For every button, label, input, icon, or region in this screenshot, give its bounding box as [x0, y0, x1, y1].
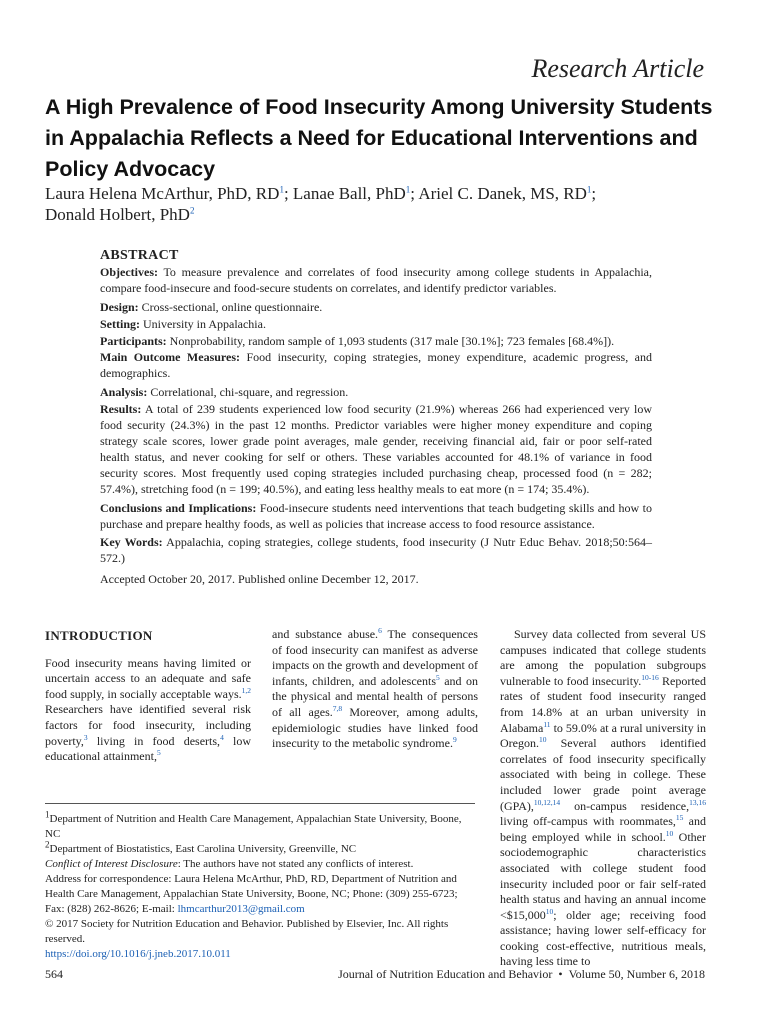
- abstract-section: [100, 300, 652, 316]
- email-link[interactable]: lhmcarthur2013@gmail.com: [177, 903, 305, 915]
- footnote-divider: [45, 803, 475, 804]
- abstract-section-label: Setting:: [100, 316, 140, 331]
- citation-ref[interactable]: 6: [378, 626, 382, 635]
- abstract-heading: ABSTRACT: [100, 248, 179, 263]
- affiliation-1: $^1$Department of Nutrition and Health Care Management, Appalachian State University, Boone, NC: [45, 809, 462, 840]
- author-separator: ;: [410, 184, 419, 203]
- journal-info: [338, 967, 705, 982]
- abstract-section-label: Conclusions and Implications:: [100, 500, 257, 515]
- abstract-section-text: University in Appalachia.: [143, 316, 266, 331]
- author-affiliation-sup[interactable]: 1: [279, 184, 284, 195]
- author-name[interactable]: Lanae Ball, PhD: [292, 184, 406, 203]
- author-separator: ;: [283, 184, 293, 203]
- abstract-section-text: Food-insecure students need interventions that teach budgeting skills and how to purchase and prepare healthy foods, as well as policies that increase access to food resource assistance.: [100, 500, 653, 531]
- doi-link[interactable]: https://doi.org/10.1016/j.jneb.2017.10.011: [45, 948, 231, 960]
- abstract-section-label: Key Words:: [100, 535, 163, 550]
- citation-ref[interactable]: 10: [545, 906, 554, 916]
- abstract-section: [100, 265, 652, 297]
- body-paragraph: Food insecurity means having limited or uncertain access to an adequate and safe food supply, in socially acceptable ways.$^{1,2}$ Researchers have identified several risk factors for food insecurity, including poverty,$^3$ living in food deserts,$^4$ low educational attainment,$^5$: [45, 655, 252, 764]
- body-column-3: [500, 627, 706, 970]
- abstract-section-text: Correlational, chi-square, and regression.: [150, 385, 349, 400]
- abstract-section: [100, 501, 652, 533]
- author-name[interactable]: Ariel C. Danek, MS, RD: [418, 184, 587, 203]
- citation-ref[interactable]: 10: [665, 828, 674, 838]
- citation-ref[interactable]: 9: [452, 735, 457, 745]
- citation-ref[interactable]: 10-16: [641, 672, 659, 682]
- intro-heading: INTRODUCTION: [45, 628, 153, 643]
- author-affiliation-sup[interactable]: 1: [586, 184, 592, 195]
- abstract-section-text: Appalachia, coping strategies, college students, food insecurity (J Nutr Educ Behav. 2018;50:564–572.): [100, 535, 652, 566]
- author-name[interactable]: Laura Helena McArthur, PhD, RD: [45, 184, 280, 203]
- abstract-section-text: To measure prevalence and correlates of food insecurity among college students in Appalachia, compare food-insecure and food-secure students on correlates, and identify predictor variables.: [100, 264, 652, 295]
- conflict-disclosure: Conflict of Interest Disclosure: The authors have not stated any conflicts of interest.: [45, 858, 414, 870]
- journal-name: Journal of Nutrition Education and Behavior: [338, 967, 553, 981]
- affiliation-2: $^2$Department of Biostatistics, East Carolina University, Greenville, NC: [45, 839, 357, 855]
- abstract-section-label: Objectives:: [100, 264, 158, 279]
- author-separator: ;: [591, 184, 597, 203]
- article-title: A High Prevalence of Food Insecurity Among University Students in Appalachia Reflects a Need for Educational Interventions and Policy Advocacy: [45, 95, 713, 181]
- citation-ref[interactable]: 1,2: [241, 685, 251, 695]
- abstract: [100, 248, 652, 591]
- abstract-section-label: Results:: [100, 402, 142, 417]
- correspondence: Address for correspondence: Laura Helena McArthur, PhD, RD, Department of Nutrition and Health Care Management, Appalachian State University, Boone, NC; Phone: (309) 255-6723; Fax: (828) 262-8626; E-mail: lhmcarthur2013@gmail.com: [45, 873, 458, 915]
- citation-ref[interactable]: 10,12,14: [533, 797, 561, 807]
- body-column-2: [272, 627, 478, 752]
- citation-ref[interactable]: 5: [156, 748, 161, 758]
- body-column-1: [45, 628, 251, 765]
- body-paragraph: Survey data collected from several US campuses indicated that college students are among the population subgroups vulnerable to food insecurity.$^{10-16}$ Reported rates of student food insecurity ranged from 14.8% at an urban university in Alabama$^{11}$ to 59.0% at a rural university in Oregon.$^{10}$ Several authors identified correlates of food insecurity specifically associated with being in college. These included lower grade point average (GPA),$^{10,12,14}$ on-campus residence,$^{13,16}$ living off-campus with roommates,$^{15}$ and being employed while in school.$^{10}$ Other sociodemographic characteristics associated with college student food insecurity included poor or fair self-rated health status and having an annual income <$15,000$^{10}$; older age; receiving food assistance; having lower self-efficacy for cooking cost-effective, nutritious meals, having less time to: [500, 627, 707, 969]
- bullet-icon: •: [558, 967, 563, 981]
- abstract-section-text: Food insecurity, coping strategies, money expenditure, academic progress, and demographics.: [100, 350, 653, 381]
- citation-ref[interactable]: 4: [220, 732, 224, 742]
- author-name[interactable]: Donald Holbert, PhD: [45, 205, 190, 224]
- citation-ref[interactable]: 15: [675, 813, 684, 823]
- abstract-section: [100, 535, 652, 567]
- copyright: © 2017 Society for Nutrition Education and Behavior. Published by Elsevier, Inc. All rights reserved.: [45, 918, 449, 945]
- citation-ref[interactable]: 3: [83, 732, 88, 742]
- accepted-date: Accepted October 20, 2017. Published online December 12, 2017.: [100, 572, 419, 587]
- citation-ref[interactable]: 13,16: [689, 797, 706, 807]
- author-affiliation-sup[interactable]: 1: [405, 184, 411, 195]
- abstract-section-label: Analysis:: [100, 385, 148, 400]
- author-list: [45, 183, 725, 225]
- abstract-section-label: Participants:: [100, 333, 167, 348]
- abstract-section-text: A total of 239 students experienced low food security (21.9%) whereas 266 had experienced very low food security (24.3%) in the past 12 months. Predictor variables were higher money expenditure and coping strategy scale scores, lower grade point averages, male gender, receiving financial aid, fair or poor self-rated health status, and never cooking for self or others. These variables accounted for 48.1% of variance in food security scores. Most frequently used coping strategies included purchasing cheap, processed food (n = 282; 57.4%), stretching food (n = 199; 40.5%), and eating less healthy meals to eat more (n = 174; 35.4%).: [100, 402, 652, 496]
- abstract-section-text: Nonprobability, random sample of 1,093 students (317 male [30.1%]; 723 females [68.4%]).: [169, 333, 615, 348]
- citation-ref[interactable]: 11: [543, 719, 551, 729]
- abstract-section: [100, 317, 652, 333]
- citation-ref[interactable]: 10: [539, 735, 547, 745]
- footnotes: [45, 809, 477, 962]
- volume-info: Volume 50, Number 6, 2018: [568, 967, 705, 981]
- author-affiliation-sup[interactable]: 2: [189, 205, 195, 216]
- abstract-section: [100, 334, 652, 350]
- article-type-label: Research Article: [531, 54, 704, 83]
- abstract-section-text: Cross-sectional, online questionnaire.: [141, 299, 323, 314]
- abstract-section: [100, 402, 652, 497]
- body-paragraph: and substance abuse.$^6$ The consequences of food insecurity can manifest as adverse impacts on the growth and development of infants, children, and adolescents$^5$ and on the physical and mental health of persons of all ages.$^{7,8}$ Moreover, among adults, epidemiologic studies have linked food insecurity to the metabolic syndrome.$^9$: [272, 626, 478, 751]
- abstract-section: [100, 385, 652, 401]
- abstract-section-label: Design:: [100, 299, 139, 314]
- abstract-section: [100, 350, 652, 382]
- citation-ref[interactable]: 5: [436, 672, 440, 682]
- citation-ref[interactable]: 7,8: [332, 703, 343, 713]
- abstract-section-label: Main Outcome Measures:: [100, 350, 241, 365]
- page-number: 564: [45, 967, 63, 981]
